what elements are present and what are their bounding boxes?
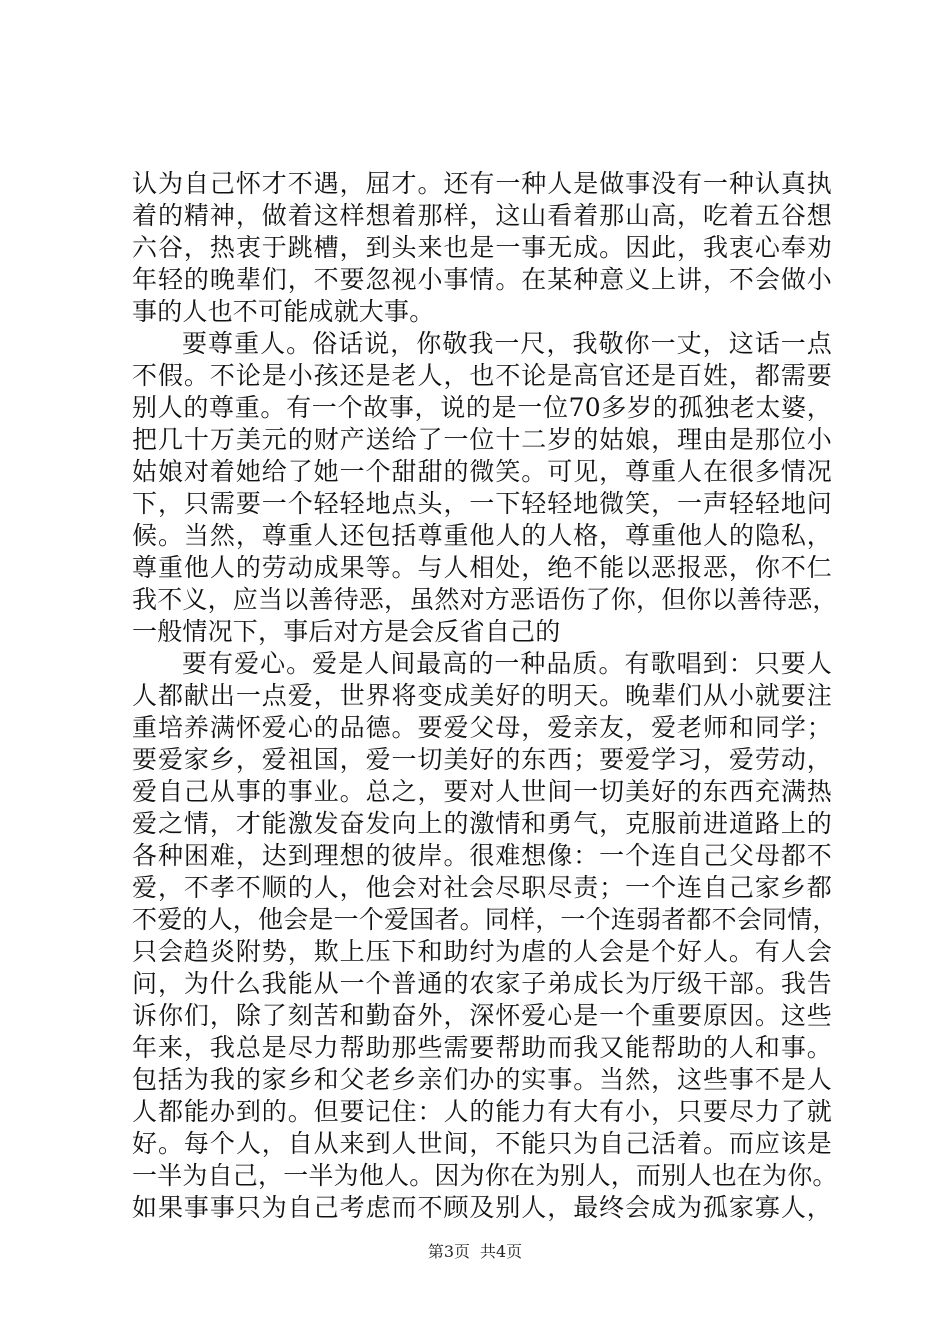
page-number-total: 共4页 xyxy=(480,1242,523,1261)
text-line: 年来，我总是尽力帮助那些需要帮助而我又能帮助的人和事。 xyxy=(132,1033,832,1062)
text-line: 如果事事只为自己考虑而不顾及别人，最终会成为孤家寡人， xyxy=(132,1193,832,1222)
text-line: 别人的尊重。有一个故事，说的是一位70多岁的孤独老太婆， xyxy=(132,393,832,422)
text-line: 事的人也不可能成就大事。 xyxy=(132,297,435,326)
text-line: 一般情况下，事后对方是会反省自己的 xyxy=(132,617,561,646)
text-line: 爱自己从事的事业。总之，要对人世间一切美好的东西充满热 xyxy=(132,777,832,806)
text-line: 下，只需要一个轻轻地点头，一下轻轻地微笑，一声轻轻地问 xyxy=(132,489,832,518)
text-line: 重培养满怀爱心的品德。要爱父母，爱亲友，爱老师和同学； xyxy=(132,713,832,742)
text-line: 着的精神，做着这样想着那样，这山看着那山高，吃着五谷想 xyxy=(132,201,832,230)
text-line: 尊重他人的劳动成果等。与人相处，绝不能以恶报恶，你不仁 xyxy=(132,553,832,582)
text-line: 我不义，应当以善待恶，虽然对方恶语伤了你，但你以善待恶， xyxy=(132,585,838,614)
text-line: 认为自己怀才不遇，屈才。还有一种人是做事没有一种认真执 xyxy=(132,169,832,198)
text-line: 要爱家乡，爱祖国，爱一切美好的东西；要爱学习，爱劳动， xyxy=(132,745,832,774)
text-line: 人都能办到的。但要记住：人的能力有大有小，只要尽力了就 xyxy=(132,1097,832,1126)
text-line: 人都献出一点爱，世界将变成美好的明天。晚辈们从小就要注 xyxy=(132,681,832,710)
text-line: 不爱的人，他会是一个爱国者。同样，一个连弱者都不会同情， xyxy=(132,905,838,934)
page-number-current: 第3页 xyxy=(427,1242,470,1261)
page-footer xyxy=(0,1241,950,1263)
text-line: 只会趋炎附势，欺上压下和助纣为虐的人会是个好人。有人会 xyxy=(132,937,832,966)
paragraph-start-line: 要尊重人。俗话说，你敬我一尺，我敬你一丈，这话一点 xyxy=(182,329,832,358)
text-line: 姑娘对着她给了她一个甜甜的微笑。可见，尊重人在很多情况 xyxy=(132,457,832,486)
text-line: 问，为什么我能从一个普通的农家子弟成长为厅级干部。我告 xyxy=(132,969,832,998)
paragraph-start-line: 要有爱心。爱是人间最高的一种品质。有歌唱到：只要人 xyxy=(182,649,832,678)
text-line: 一半为自己，一半为他人。因为你在为别人，而别人也在为你。 xyxy=(132,1161,838,1190)
text-line: 各种困难，达到理想的彼岸。很难想像：一个连自己父母都不 xyxy=(132,841,832,870)
text-line: 六谷，热衷于跳槽，到头来也是一事无成。因此，我衷心奉劝 xyxy=(132,233,832,262)
text-line: 候。当然，尊重人还包括尊重他人的人格，尊重他人的隐私， xyxy=(132,521,832,550)
text-line: 不假。不论是小孩还是老人，也不论是高官还是百姓，都需要 xyxy=(132,361,832,390)
document-body xyxy=(132,168,838,1224)
text-line: 包括为我的家乡和父老乡亲们办的实事。当然，这些事不是人 xyxy=(132,1065,832,1094)
text-line: 年轻的晚辈们，不要忽视小事情。在某种意义上讲，不会做小 xyxy=(132,265,832,294)
text-line: 好。每个人，自从来到人世间，不能只为自己活着。而应该是 xyxy=(132,1129,832,1158)
text-line: 把几十万美元的财产送给了一位十二岁的姑娘，理由是那位小 xyxy=(132,425,832,454)
text-line: 爱之情，才能激发奋发向上的激情和勇气，克服前进道路上的 xyxy=(132,809,832,838)
text-line: 诉你们，除了刻苦和勤奋外，深怀爱心是一个重要原因。这些 xyxy=(132,1001,832,1030)
text-line: 爱，不孝不顺的人，他会对社会尽职尽责；一个连自己家乡都 xyxy=(132,873,832,902)
